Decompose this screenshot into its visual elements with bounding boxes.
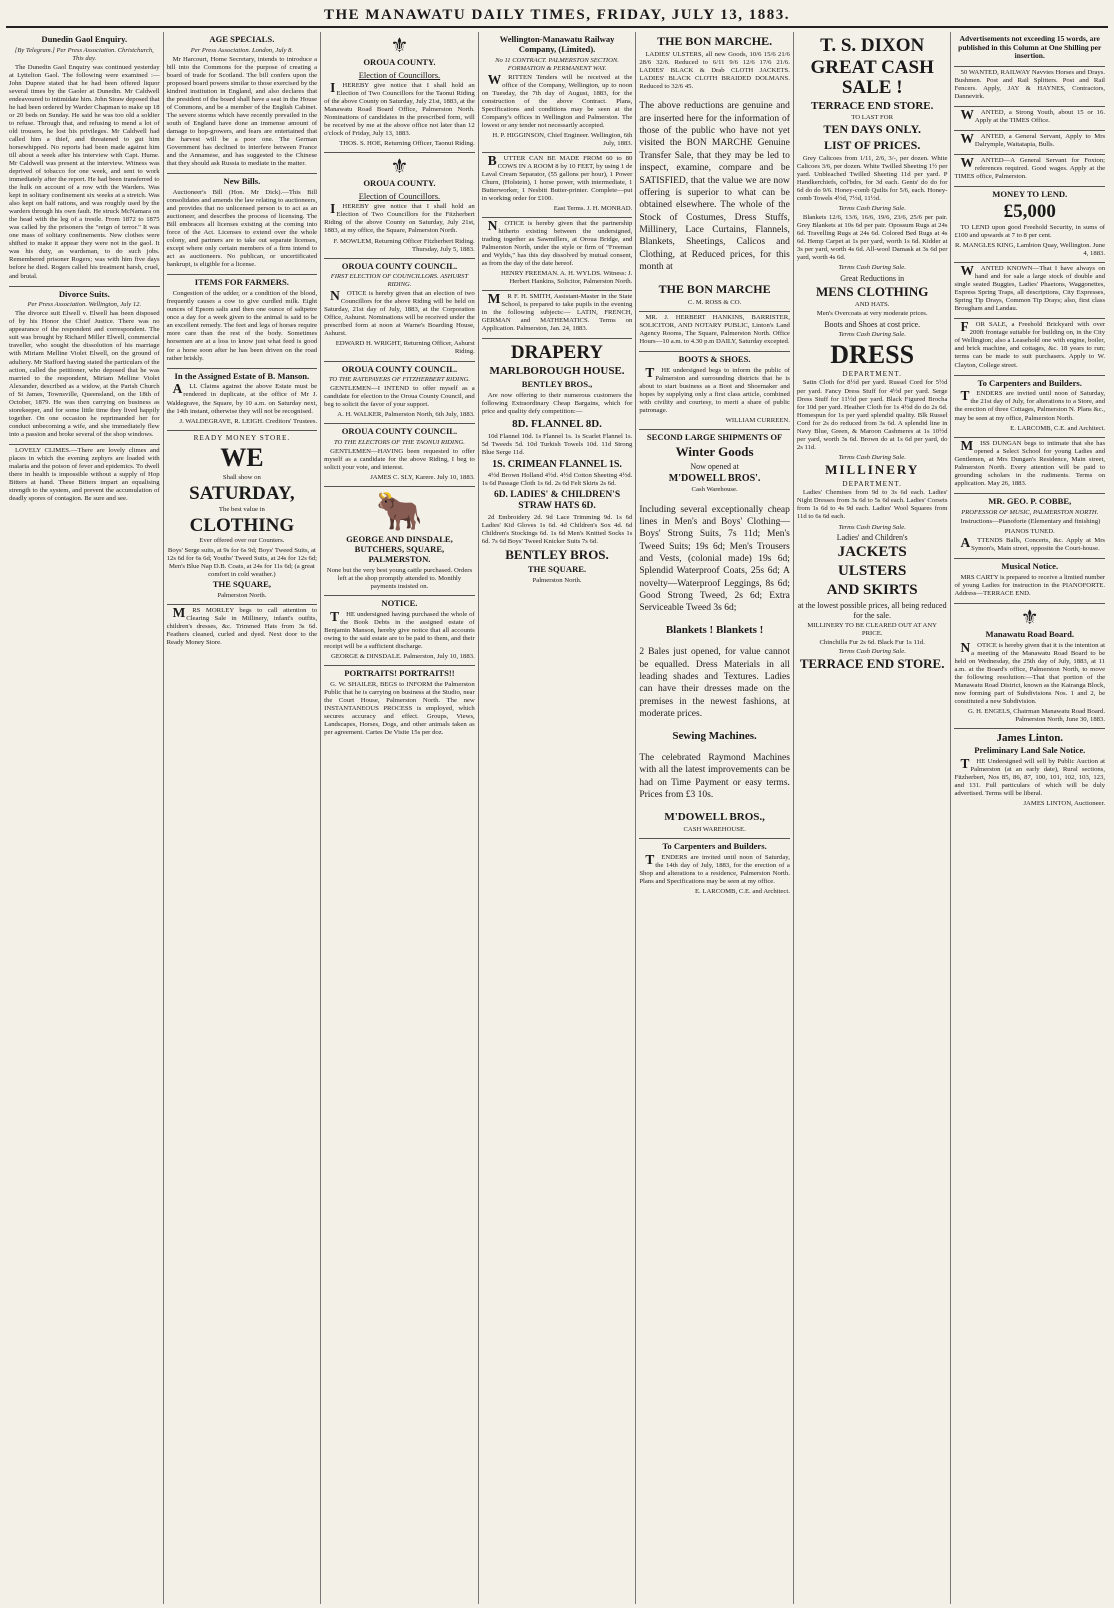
straw-hats-items: 2d Embroidery 2d. 9d Lace Trimming 9d. 1s 6d Ladies' Kid Gloves 1s 6d. 4d Children's Sox 4d. 6d Children's Stockings 6d. 1s 6d Men's Knitted Socks 1s 6d. 7s 6d Boys' Tweed Knicker Suits 7s 6d. (481, 514, 633, 546)
oroua-signature-2: F. MOWLEM, Returning Officer Fitzherbert Riding. Thursday, July 5, 1883. (333, 237, 475, 253)
column-4 (479, 32, 637, 1604)
the-square-footer: THE SQUARE. (527, 564, 587, 575)
carpenters-ad-1 (639, 839, 790, 900)
cobbe-body: Instructions—Pianoforte (Elementary and finishing) (960, 517, 1101, 525)
crimean-items: 4½d Brown Holland 4½d. 4½d Cotton Sheeting 4½d. 1s 6d Passage Cloth 1s 6d. 2s 6d Felt Skirts 2s 6d. (481, 472, 633, 488)
council-body: NOTICE is hereby given that an election of two Councillors for the above Riding will be held on Saturday, 21st day of July, 1883, at the Corporation Office, Ashurst. Nominations will be received under the prescribed form at noon at Warne's Boarding House, Ashurst. (324, 288, 475, 338)
farmers-article (167, 275, 318, 368)
terms-line-1: Terms Cash During Sale. (838, 205, 906, 213)
pianos-tuned: PIANOS TUNED. (1004, 527, 1055, 535)
manson-estate-signature: J. WALDEGRAVE, R. LEIGH. Creditors' Trustees. (179, 417, 318, 425)
blankets-list-body: Blankets 12/6, 13/6, 16/6, 19/6, 23/6, 25/6 per pair. Grey Blankets at 10s 6d per pair. Opossum Rugs at 24s 6d. Travelling Rugs at 24s 6d. Colored Bed Rugs at 4s 6d. Hemp Carpet at 1s per yard, worth 1s 6d. Kidder at 3s per yard, worth 4s 6d. All-wool Damask at 3s 6d per yard, worth 4s 6d. (796, 214, 948, 262)
road-board-body: NOTICE is hereby given that it is the intention at a meeting of the Manawatu Road Board to be held on Wednesday, the 25th day of July, 1883, at 11 a.m. at the Board's office, Palmerston North, to move the following resolution:—That that portion of the Manawatu Road District, known as the Kairanga Block, now forming part of Subdivisions Nos. 1 and 2, be constituted a new Subdivision. (954, 639, 1106, 705)
lovely-climes-body: LOVELY CLIMES.—There are lovely climes and places in which the evening zephyrs are loaded with malaria and the poison of fever and epidemics. To dwell there in health is impossible without a supply of Hop Bitters at hand. These Bitters impart an equalising strength to the system, and prevent the accumulation of deadly spores of contagion. Be sure and see. (9, 446, 160, 502)
divorce-suits-title: Divorce Suits. (58, 288, 110, 299)
terrace-end-footer: TERRACE END STORE. (799, 656, 945, 672)
great-reductions: Great Reductions in (840, 273, 905, 283)
terms-line-3: Terms Cash During Sale. (838, 330, 906, 338)
mdowell-footer: M'DOWELL BROS., (664, 810, 765, 823)
railway-body: WRITTEN Tenders will be received at the office of the Company, Wellington, up to noon on Tuesday, the 7th day of August, 1883, for the construction of the above Contract. Plans, Specifications and conditions may be seen at the Company's offices in Wellington and Palmerston. The lowest or any tender not necessarily accepted. (481, 71, 633, 129)
bull-illustration-icon: 🐂 (375, 491, 424, 534)
terms-line-6: Terms Cash During Sale. (838, 648, 906, 656)
bon-marche-prices: LADIES' ULSTERS, all new Goods, 10/6 15/6 21/6 28/6 32/6. Reduced to 6/11 9/6 12/6 17/6 21/6. LADIES' BLACK & Drab CLOTH JACKETS. LADIES' BLACK CLOTH BRAIDED DOLMANS. Reduced to 32/6 45. (639, 50, 790, 90)
hankins-ad (639, 312, 790, 352)
column-7 (951, 32, 1108, 1604)
ashurst-election-ad (324, 259, 475, 362)
and-hats: AND HATS. (854, 301, 890, 309)
bentley-bros-footer: BENTLEY BROS. (505, 547, 609, 563)
now-opened: Now opened at (690, 461, 739, 471)
palmerston-footer: Palmerston North. (532, 577, 582, 585)
wanted-known-ad (954, 263, 1105, 319)
gaol-enquiry-byline: [By Telegram.] Per Press Association. Christchurch, This day. (14, 46, 154, 62)
millinery-list-body: Ladies' Chemises from 9d to 3s 6d each. Ladies' Night Dresses from 3s 6d to 5s 6d each. Ladies' Corsets from 1s 6d to 4s 9d each. Ladies' Wool Squares from 11d to 6s 6d each. (796, 489, 948, 521)
columns (6, 32, 1108, 1604)
taonui-body: GENTLEMEN—HAVING been requested to offer myself as a candidate for the above Riding, I beg to solicit your vote, and interest. (324, 448, 475, 472)
bon-marche-ad (639, 32, 790, 312)
carpenters-body-1: TENDERS are invited until noon of Saturday, the 14th day of July, 1883, for the erection of a Shop and alterations to a residence, Palmerston North. Plans and Specifications may be seen at my office. (639, 851, 790, 885)
dixon-heading: T. S. DIXON (820, 35, 925, 56)
cobbe-title: MR. GEO. P. COBBE, (988, 495, 1072, 506)
boots-cost-price: Boots and Shoes at cost price. (824, 319, 921, 329)
railway-signature: H. P. HIGGINSON, Chief Engineer. Wellington, 6th July, 1883. (492, 131, 633, 147)
cobbe-subtitle: PROFESSOR OF MUSIC, PALMERSTON NORTH. (961, 508, 1099, 516)
crimean-heading: 1S. CRIMEAN FLANNEL 1S. (492, 458, 622, 470)
bentley-heading: BENTLEY BROS., (521, 379, 593, 390)
oroua-title-2: OROUA COUNTY. (363, 178, 436, 189)
great-cash-sale-heading: GREAT CASH SALE ! (810, 56, 934, 98)
brickyard-body: FOR SALE, a Freehold Brickyard with over 200ft frontage suitable for building on, in the City of Wellington; also a Leasehold one with engine, boiler, and brick machine, and cottages, &c. 18 years to run; terms can be made to suit purchasers. Apply to W. Clayton, College street. (954, 319, 1106, 369)
the-square-heading: THE SQUARE, (212, 578, 271, 589)
dress-heading: DRESS (830, 339, 915, 369)
dress-department: DEPARTMENT. (842, 369, 902, 378)
bon-marche-signature: THE BON MARCHE (658, 281, 771, 296)
linton-title: James Linton. (996, 731, 1064, 744)
wanted-youth-body: WANTED, a Strong Youth, about 15 or 16. Apply at the TIMES Office. (960, 107, 1106, 125)
ready-money-store-ad (167, 431, 318, 605)
bon-marche-title: THE BON MARCHE. (657, 34, 773, 48)
wanted-navvies-body: 50 WANTED, RAILWAY Navvies Horses and Drays. Bushmen. Post and Rail Splitters. Post and Rail Fencers. Apply, JAY & HAYNES, Contractors, Dannevirk. (954, 68, 1106, 100)
oroua-body-2: IHEREBY give notice that I shall hold an Election of Two Councillors for the Fitzherbert Riding of the above County on Saturday, July 21st, 1883, at my office, the Square, Palmerston North. (324, 201, 475, 235)
millinery-cleared: MILLINERY TO BE CLEARED OUT AT ANY PRICE. (807, 622, 938, 638)
partnership-notice (482, 218, 633, 291)
marlborough-heading: MARLBOROUGH HOUSE. (489, 365, 625, 378)
book-debts-notice (324, 596, 475, 666)
clothing-heading: CLOTHING (189, 514, 295, 536)
chinchilla-line: Chinchilla Fur 2s 6d. Black Fur 1s 11d. (819, 639, 925, 647)
wanted-servant-body: WANTED, a General Servant, Apply to Mrs Dalrymple, Waitatapia, Bulls. (960, 131, 1106, 149)
council-signature: EDWARD H. WRIGHT, Returning Officer, Ashurst Riding. (335, 340, 475, 356)
oroua-subtitle-1: Election of Councillors. (358, 69, 441, 80)
wanted-navvies-ad (954, 67, 1105, 107)
bon-marche-body: The above reductions are genuine and are inserted here for the information of those of the public who have not yet visited the BON MARCHE Genuine Transfer Sale, that they may be led to inspect, examine, compare and be SATISFIED, that the value we are now offering is superior to what can be obtained elsewhere. The whole of the Stock of Costumes, Dress Stuffs, Millinery, Lace Curtains, Flannels, Blankets, Sheetings, Calicos and Clothing, at Reduced prices, for this month at (639, 101, 790, 272)
dixon-ad (797, 32, 948, 677)
dress-list-body: Satin Cloth for 8½d per yard. Russel Cord for 5½d per yard. Fancy Dress Stuff for 4½d per yard. Serge Dress Stuff for 11½d per yard. Black Figured Brocha for 10d per yard. Heather Cloth for 1s 4½d do do 2s 6d. Homespun for 1s per yard splendid quality. Blk Russel Cord for 2s do reduced from 3s 6d. A splendid line in Navy Blue, Green, & Maroon Cashmeres at 1s 10½d per yard, worth 3s 6d. Brown do at 1s 6d per yard, do 2s 11d. (796, 379, 948, 451)
mdowell-heading: M'DOWELL BROS'. (668, 472, 761, 484)
overcoats-line: Men's Overcoats at very moderate prices. (816, 310, 928, 318)
new-bills-body: Auctioneer's Bill (Hon. Mr Dick).—This Bill consolidates and amends the law relating to auctioneers, and provides that no unlicensed person is to act as an auctioneer, and describes the process of licensing. The Bill embraces all licenses existing at the coming into force of the Act. Licenses to extend over the whole colony, and partners are to take out separate licenses, except where only certain members of a firm intend to act as auctioneers. No publican, or uncertificated bankrupt, is eligible for a license. (166, 189, 318, 269)
road-board-ad (954, 604, 1105, 729)
millinery-heading: MILLINERY (825, 461, 920, 477)
taonui-subtitle: TO THE ELECTORS OF THE TAONUI RIDING. (333, 439, 465, 447)
money-title: MONEY TO LEND. (992, 189, 1068, 200)
gaol-enquiry-article (9, 32, 160, 287)
carpenters-title-1: To Carpenters and Builders. (662, 840, 767, 851)
column-5 (636, 32, 794, 1604)
boots-signature: WILLIAM CURREEN. (725, 416, 790, 424)
cobbe-attends: ATTENDS Balls, Concerts, &c. Apply at Mrs Symon's, Main street, opposite the Court-house. (960, 534, 1106, 552)
oroua-taonui-election-ad (324, 32, 475, 153)
divorce-suits-body: The divorce suit Elwell v. Elwell has been disposed of by his Honor the Chief Justice. There was no appearance of the respondent and correspondent. The suit was brought by Richard Miller Elwell, commercial traveller, who sought the dissolution of his marriage with Miriam Melline Violet Elwell, on the ground of adultery. Mr Stafford having stated the particulars of the action, called the petitioner, who deposed that he was married to the respondent, Miriam Melline Violet Alexander, described as a widow, at the Parish Church of St James, Townsville, Queensland, on the 18th of October, 1879. He was then carrying on business as storekeeper, and for some little time they lived happily together. On one occasion he reprimanded her for conduct unbecoming a wife, and she immediately flew into a passion and broke several of the shop windows. (9, 310, 160, 438)
bon-marche-signature-2: C. M. ROSS & CO. (687, 298, 742, 306)
divorce-suits-byline: Per Press Association. Wellington, July 12. (27, 301, 142, 309)
column-6 (794, 32, 952, 1604)
linton-signature: JAMES LINTON, Auctioneer. (1023, 800, 1106, 808)
taonui-signature: JAMES C. SLY, Karere. July 10, 1883. (370, 474, 475, 482)
linton-body: THE Undersigned will sell by Public Auction at Palmerston (at an early date), Rural sections, Fitzherbert, Nos 85, 86, 87, 100, 101, 102, 103, 123, and 131. Full particulars of which will be duly advertised. Terms will be liberal. (954, 756, 1106, 798)
notice-body: THE undersigned having purchased the whole of the Book Debts in the assigned estate of Benjamin Manson, hereby give notice that all accounts owing to the said estate are to be paid to them, and their receipt will be a sufficient discharge. (324, 608, 475, 651)
smith-body: MR F. H. SMITH, Assistant-Master in the State School, is prepared to take pupils in the evening in the following subjects:— LATIN, FRENCH, GERMAN and MATHEMATICS. Terms on Application. Palmerston, Jan. 24, 1883. (481, 291, 633, 333)
butter-body: BUTTER CAN BE MADE FROM 60 to 80 COWS IN A ROOM 8 by 10 FEET, by using 1 de Laval Cream Separator, (55 gallons per hour), 1 Power Churn, (Holstein), 1 horse power, with intermediate, 1 Butterworker, 1 Nesbitt Butter-printer. Complete—put in working order for £100. (481, 152, 633, 202)
flannel-items: 10d Flannel 10d. 1s Flannel 1s. 1s Scarlet Flannel 1s. 5d Tweeds 5d. 10d Turkish Towels 10d. 11d Strong Blue Serge 11d. (481, 432, 633, 456)
oroua-subtitle-2: Election of Councillors. (358, 191, 441, 202)
portraits-title: PORTRAITS! PORTRAITS!! (344, 668, 455, 679)
taonui-candidate-ad (324, 424, 475, 487)
fitz-signature: A. H. WALKER, Palmerston North, 6th July, 1883. (337, 411, 475, 419)
jackets-heading: JACKETS (837, 543, 907, 560)
linton-ad (954, 729, 1105, 813)
age-specials-byline: Per Press Association. London, July 8. (190, 46, 293, 54)
money-amount: £5,000 (1003, 201, 1056, 223)
age-specials-title: AGE SPECIALS. (209, 34, 275, 44)
manson-estate-body: ALL Claims against the above Estate must be rendered in duplicate, at the office of Mr J. Waldegrave, the Square, by 10 a.m. on Saturday next, the 14th instant, otherwise they will not be recognised. (166, 381, 318, 415)
cash-warehouse: Cash Warehouse. (691, 486, 738, 494)
portraits-body: G. W. SHAILER, BEGS to INFORM the Palmerston Public that he is carrying on business at the Studio, near the Court House, Palmerston North. The new INSTANTANEOUS PROCESS is employed, which secures accuracy and effect. Groups, Views, Landscapes, Horses, Dogs, and other animals taken as per agreement. Cartes De Visite 15s per doz. (324, 680, 475, 737)
brickyard-ad (954, 319, 1105, 375)
money-to-lend-ad (954, 187, 1105, 263)
wanted-youth-ad (954, 107, 1105, 131)
carpenters-ad-2 (954, 376, 1105, 438)
second-shipments: SECOND LARGE SHIPMENTS OF (646, 431, 783, 442)
linton-subtitle: Preliminary Land Sale Notice. (974, 745, 1086, 756)
divorce-suits-article (9, 287, 160, 445)
mrs-morley-ad (167, 605, 318, 652)
partnership-body: NOTICE is hereby given that the partnership hitherto existing between the undersigned, trading together as Sawmillers, at Oroua Bridge, and Palmerston North, under the style or firm of "Freeman and Wylds," has this day dissolved by mutual consent, as from the day of the date hereof. (481, 218, 633, 268)
millinery-department: DEPARTMENT. (842, 479, 902, 488)
fitz-body: GENTLEMEN—I INTEND to offer myself as a candidate for election to the Oroua County Council, and beg to solicit the favor of your support. (324, 385, 475, 409)
manson-estate-ad (167, 369, 318, 431)
railway-tender-ad (482, 32, 633, 153)
palmerston-north-line: Palmerston North. (217, 591, 267, 599)
lovely-climes-note (9, 445, 160, 508)
gaol-enquiry-title: Dunedin Gaol Enquiry. (41, 34, 128, 44)
winter-goods-body: Including several exceptionally cheap lines in Men's and Boys' Clothing— Boys' Strong Suits, 7s 11d; Men's Tweed Suits; 19s 6d; Men's Trousers and Vests, (colonial made) 19s 6d; Splendid Waterproof Coats, 25s 6d; A novelty—Waterproof Leggings, 8s 6d; Good Strong Tweed, 2s 6d; Extra Serviceable Tweed 3s 6d; (639, 504, 790, 614)
money-body: TO LEND upon good Freehold Security, in sums of £100 and upwards at 7 to 8 per cent. (954, 224, 1106, 240)
sewing-heading: Sewing Machines. (672, 729, 757, 742)
royal-coat-of-arms-icon: ⚜ (1020, 606, 1039, 629)
terms-line-5: Terms Cash During Sale. (838, 523, 906, 531)
blankets-heading: Blankets ! Blankets ! (665, 624, 764, 637)
lowest-prices: at the lowest possible prices, all being reduced for the sale. (797, 601, 947, 621)
butter-signature: East Terms. J. H. MONRAD. (553, 205, 633, 213)
royal-coat-of-arms-icon: ⚜ (390, 156, 409, 179)
column-3 (321, 32, 479, 1604)
ulsters-heading: ULSTERS (837, 562, 907, 579)
winter-goods-ad (639, 430, 790, 839)
list-of-prices-heading: LIST OF PRICES. (823, 138, 921, 153)
cobbe-music-ad (954, 494, 1105, 559)
drapery-heading: DRAPERY (510, 342, 604, 364)
saturday-heading: SATURDAY, (189, 482, 295, 504)
notice-title: NOTICE. (381, 598, 418, 609)
masthead: THE MANAWATU DAILY TIMES, FRIDAY, JULY 13, 1883. (6, 4, 1108, 28)
ladies-children: Ladies' and Children's (836, 532, 908, 542)
hankins-body: MR. J. HERBERT HANKINS, BARRISTER, SOLICITOR, AND NOTARY PUBLIC, Linton's Land Agency Rooms, The Square, Palmerston North. Office Hours—10 a.m. to 4.30 p.m DAILY, Saturday excepted. (639, 313, 790, 345)
council-title: OROUA COUNTY COUNCIL. (341, 260, 458, 271)
railway-title: Wellington-Manawatu Railway Company, (Limited). (499, 34, 615, 54)
fitzherbert-candidate-ad (324, 362, 475, 425)
carpenters-signature-2: E. LARCOMB, C.E. and Architect. (1010, 424, 1106, 432)
notice-signature: GEORGE & DINSDALE. Palmerston, July 10, 1883. (330, 653, 475, 661)
butchers-ad (324, 487, 475, 596)
council-subtitle: FIRST ELECTION OF COUNCILLORS. ASHURST RIDING. (330, 273, 469, 289)
partnership-signature: HENRY FREEMAN. A. H. WYLDS. Witness: J. Herbert Hankins, Solicitor, Palmerston North. (500, 270, 633, 286)
boots-body: THE undersigned begs to inform the public of Palmerston and surrounding districts that he is about to start business as a Boot and Shoemaker and hopes by supplying only a first class article, combined with civility and courtesy, to merit a share of public patronage. (639, 364, 790, 414)
road-board-signature: G. H. ENGELS, Chairman Manawatu Road Board. Palmerston North, June 30, 1883. (967, 707, 1106, 723)
butter-ad (482, 153, 633, 218)
musical-notice-ad (954, 559, 1105, 604)
straw-hats-heading: 6D. LADIES' & CHILDREN'S STRAW HATS 6D. (493, 490, 621, 512)
dungan-body: MISS DUNGAN begs to intimate that she has opened a Select School for young Ladies and Gentlemen, at Mrs Dungan's Residence, Main street, Palmerston North. Every attention will be paid to grounding scholars in the rudiments. Terms on application. May 26, 1883. (954, 437, 1106, 487)
musical-title: Musical Notice. (1001, 560, 1059, 571)
wanted-known-body: WANTED KNOWN—That I have always on hand and for sale a large stock of double and single seated Buggies, Ladies' Phaetons, Waggonettes, Express Spring Traps, all descriptions, City Expresses, Spring Tip Drays, Common Tip Drays; also, first class Brougham and Landau. (954, 263, 1106, 313)
carpenters-signature-1: E. LARCOMB, C.E. and Architect. (694, 887, 790, 895)
ever-offered: Ever offered over our Counters. (199, 537, 285, 545)
shall-show: Shall show on (222, 473, 261, 481)
wanted-servant-ad (954, 131, 1105, 155)
oroua-body-1: IHEREBY give notice that I shall hold an Election of Two Councillors for the Taonui Riding of the above County on Saturday, July 21st, 1883, at the Manawatu Road Board Office, Palmerston North. Nominations of candidates in the prescribed form, will be received by me at the above office not later than 12 o'clock of Friday, July 13, 1883. (324, 80, 475, 138)
wanted-servant-foxton-body: WANTED—A General Servant for Foxton; references required. Good wages. Apply at the TIMES office, Palmerston. (954, 155, 1106, 181)
age-specials-article (167, 32, 318, 174)
new-bills-title: New Bills. (223, 176, 261, 187)
railway-subtitle: No 11 CONTRACT. PALMERSTON SECTION. FORMATION & PERMANENT WAY. (495, 56, 619, 72)
road-board-title: Manawatu Road Board. (985, 628, 1075, 639)
butchers-heading: GEORGE AND DINSDALE, BUTCHERS, SQUARE, PALMERSTON. (346, 534, 453, 565)
new-bills-article (167, 174, 318, 275)
fitz-title: OROUA COUNTY COUNCIL. (341, 363, 458, 374)
classified-title: Advertisements not exceeding 15 words, are published in this Column at One Shilling per insertion. (958, 34, 1102, 61)
oroua-signature-1: THOS. S. HOE, Returning Officer, Taonui Riding. (339, 140, 475, 148)
mens-clothing-heading: MENS CLOTHING (816, 283, 929, 299)
column-2 (164, 32, 322, 1604)
butchers-note: None but the very best young cattle purchased. Orders left at the shop promptly attended to. Monthly payments insisted on. (326, 566, 473, 590)
skirts-heading: AND SKIRTS (826, 582, 918, 599)
royal-coat-of-arms-icon: ⚜ (390, 35, 409, 57)
terms-line-4: Terms Cash During Sale. (838, 453, 906, 461)
price-list-body: Grey Calicoes from 1/11, 2/6, 3/-, per dozen. White Calicoes 3/6, per dozen. White Twilled Sheeting 1½ per yard. Unbleached Twilled Sheeting 11d per yard. P Handkerchiefs, col'bdrs, for 3d each. Gents' do do for 6d do do 9/6. Honey-comb Quilts for 5/6, each. Honey-comb Towels 4½d, 7½d, 11½d. (796, 155, 948, 203)
money-signature: R. MANGLES KING, Lambton Quay, Wellington. June 4, 1883. (954, 242, 1106, 258)
bentley-drapery-ad (482, 339, 633, 589)
fitz-subtitle: TO THE RATEPAYERS OF FITZHERBERT RIDING. (328, 376, 471, 384)
terms-line-2: Terms Cash During Sale. (838, 264, 906, 272)
farmers-title: ITEMS FOR FARMERS. (194, 277, 289, 288)
blankets-body: 2 Bales just opened, for value cannot be equalled. Dress Materials in all leading shades and Textures. Ladies can have their dresses made on the premises in the newest fashions, at moderate prices. (639, 647, 790, 720)
sewing-body: The celebrated Raymond Machines with all the latest improvements can be had on Time Payment or easy terms. Prices from £3 10s. (639, 753, 790, 801)
cash-warehouse-footer: CASH WAREHOUSE. (683, 825, 746, 833)
bargains-intro: Are now offering to their numerous customers the following Extraordinary Cheap Bargains, which for price and quality defy competition:— (481, 391, 633, 415)
smith-tutor-ad (482, 291, 633, 339)
clothing-prices: Boys' Serge suits, at 9s for 6s 9d; Boys' Tweed Suits, at 12s 6d for 6s 6d; Youths' Tweed Suits, at 24s for 12s 6d; Men's Blue Nap D.B. Coats, at 24s for 11s 6d; (a great comfort in cold weather.) (166, 546, 318, 578)
farmers-body: Congestion of the udder, or a condition of the blood, frequently causes a cow to give curdled milk. Eight ounces of Epsom salts and then one ounce of saltpetre once a day for a week given to the animal is said to be an excellent remedy. The feet and legs of horses require more care than the rest of the body. Sometimes horsemen are at a loss to know just what feed is good for a horse soon after he has been driven on the road rather briskly. (166, 290, 318, 362)
taonui-title: OROUA COUNTY COUNCIL. (341, 426, 458, 437)
gaol-enquiry-body: The Dunedin Gaol Enquiry was continued yesterday at Lyttelton Gaol. The following were examined :—John Dupree stated that he had been offered liquor several times by the Gaoler at Dunedin. Mr Caldwell endeavoured to intimidate him. John Straw deposed that he had been ordered by Warder Chapman to make up 18 or 20 beds on Sunday. He said he was too old a soldier to refuse. Through that, and refusing to mend a lot of old trousers, he lost his privileges. Mr Caldwell had called him a thief, and threatened to gut him horsewhipped. No reports had been made against him till about a week after his interview with Capt. Hume. Mr Caldwell was present at the interview. Witness was deprived of tobacco for one week, and sent to work immediately after the report. He had been transferred to the hulk on account of a row with the Warders. Was kept in solitary confinement six weeks at a stretch. Was also kept on half rations, and was roughly used by the warders through his own fault. He struck McNamara on the head with the leg of a trestle. From 1872 to 1875 was called by the prisoners the "reign of terror." It was one mass of solitary confinements. New clothes were shifted to make it appear they were not in the gaol. It was his duty, as wardsman, to do such jobs. Remembered prisoner Rogers; was with him five days before he died. Rogers called his treatment harsh, cruel, and brutal. (9, 63, 160, 280)
wanted-servant-foxton-ad (954, 155, 1105, 187)
oroua-title-1: OROUA COUNTY. (363, 57, 436, 67)
mrs-morley-body: MRS MORLEY begs to call attention to Clearing Sale in Millinery, infant's outfits, children's dresses, &c. Trimmed Hats from 3s 6d. Feathers cleaned, curled and dyed. Next door to the Ready Money Store. (166, 604, 318, 646)
manson-estate-title: In the Assigned Estate of B. Manson. (174, 370, 310, 381)
ready-money-title: READY MONEY STORE. (193, 433, 291, 442)
carpenters-body-2: TENDERS are invited until noon of Saturday, the 21st day of July, for alterations to a Store, and the erection of three Cottages, Palmerston N. Plans &c., may be seen at my office, Palmerston North. (954, 388, 1106, 422)
ten-days-heading: TEN DAYS ONLY. (823, 122, 922, 137)
oroua-fitzherbert-election-ad (324, 153, 475, 258)
dungan-school-ad (954, 438, 1105, 494)
terrace-end-heading: TERRACE END STORE. (811, 99, 934, 112)
to-last-for: TO LAST FOR (851, 114, 894, 122)
best-value: The best value in (218, 505, 265, 513)
flannel-heading: 8D. FLANNEL 8D. (512, 418, 602, 431)
boots-title: BOOTS & SHOES. (678, 353, 751, 364)
age-specials-body: Mr Harcourt, Home Secretary, intends to introduce a bill into the Commons for the purpose of creating a board of trade for Scotland. The bill confers upon the proposed board powers similar to those exercised by the kindred institution in England, and also declares that the president of the board shall have a seat in the House of Commons, and be a member of the English Cabinet. The severe storms which have recently prevailed in the south of England have done an immense amount of damage to hop-growers, and fears are entertained that the harvest will be a poor one. The German Government has declined to interfere between France and the Annamese, and has suggested to the Chinese that they should ask Russia to mediate in the matter. (166, 55, 318, 168)
winter-goods-heading: Winter Goods (675, 443, 754, 459)
boots-shoes-ad (639, 352, 790, 430)
portraits-ad (324, 666, 475, 742)
musical-body: MRS CARTY is prepared to receive a limited number of young Ladies for instruction in the PIANOFORTE. Address—TERRACE END. (954, 573, 1106, 597)
carpenters-title-2: To Carpenters and Builders. (977, 377, 1082, 388)
column-1 (6, 32, 164, 1604)
classified-header (954, 32, 1105, 67)
we-heading: WE (220, 443, 264, 473)
